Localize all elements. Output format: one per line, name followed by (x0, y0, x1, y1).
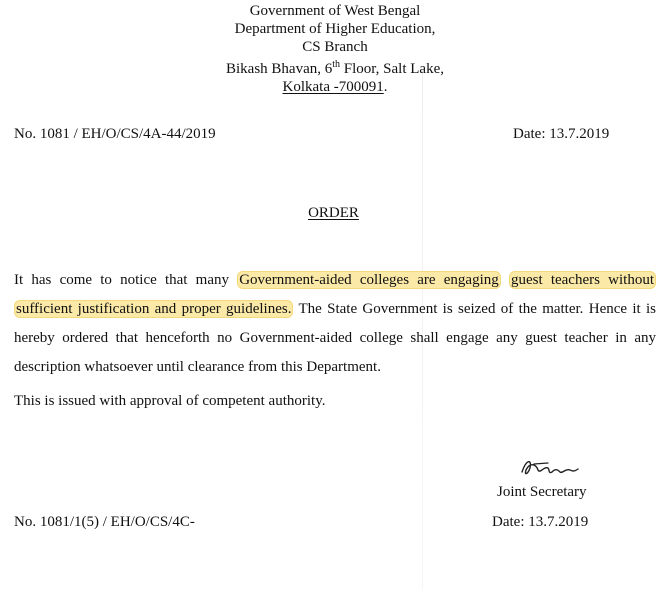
approval-statement: This is issued with approval of competent authority. (14, 393, 326, 409)
signatory-title: Joint Secretary (497, 484, 587, 500)
letterhead-branch: CS Branch (302, 39, 368, 55)
order-heading-text: ORDER (308, 205, 359, 221)
highlight-guest-teachers: guest teachers without (510, 272, 654, 288)
footer-memo-number: No. 1081/1(5) / EH/O/CS/4C- (14, 514, 195, 530)
address-building: Bikash Bhavan, 6 (226, 61, 333, 77)
address-floor-suffix: th (332, 59, 341, 70)
address-city-pin: Kolkata -700091 (282, 79, 384, 95)
letterhead-address (200, 56, 470, 78)
address-area: Floor, Salt Lake, (340, 61, 444, 77)
order-body-paragraph (14, 266, 656, 382)
order-heading (0, 205, 667, 222)
address-city-period: . (383, 79, 388, 95)
letterhead-government: Government of West Bengal (249, 3, 421, 19)
memo-number: No. 1081 / EH/O/CS/4A-44/2019 (14, 126, 216, 142)
letterhead (200, 2, 470, 96)
handwritten-signature (514, 452, 584, 482)
letterhead-city (200, 78, 470, 96)
footer-memo-date: Date: 13.7.2019 (492, 514, 589, 530)
body-space (501, 272, 509, 288)
body-conclusion: The State Government is seized of the matter. Hence it is hereby ordered that henceforth no Government-aided college shall engage any guest teacher in any description whatsoever until clearance from this Department. (14, 301, 656, 375)
highlight-colleges: Government-aided colleges are engaging (239, 272, 499, 288)
memo-date: Date: 13.7.2019 (513, 126, 610, 142)
body-intro: It has come to notice that many (14, 272, 238, 288)
highlight-justification: sufficient justification and proper guidelines. (16, 301, 292, 317)
letterhead-department: Department of Higher Education, (234, 21, 436, 37)
